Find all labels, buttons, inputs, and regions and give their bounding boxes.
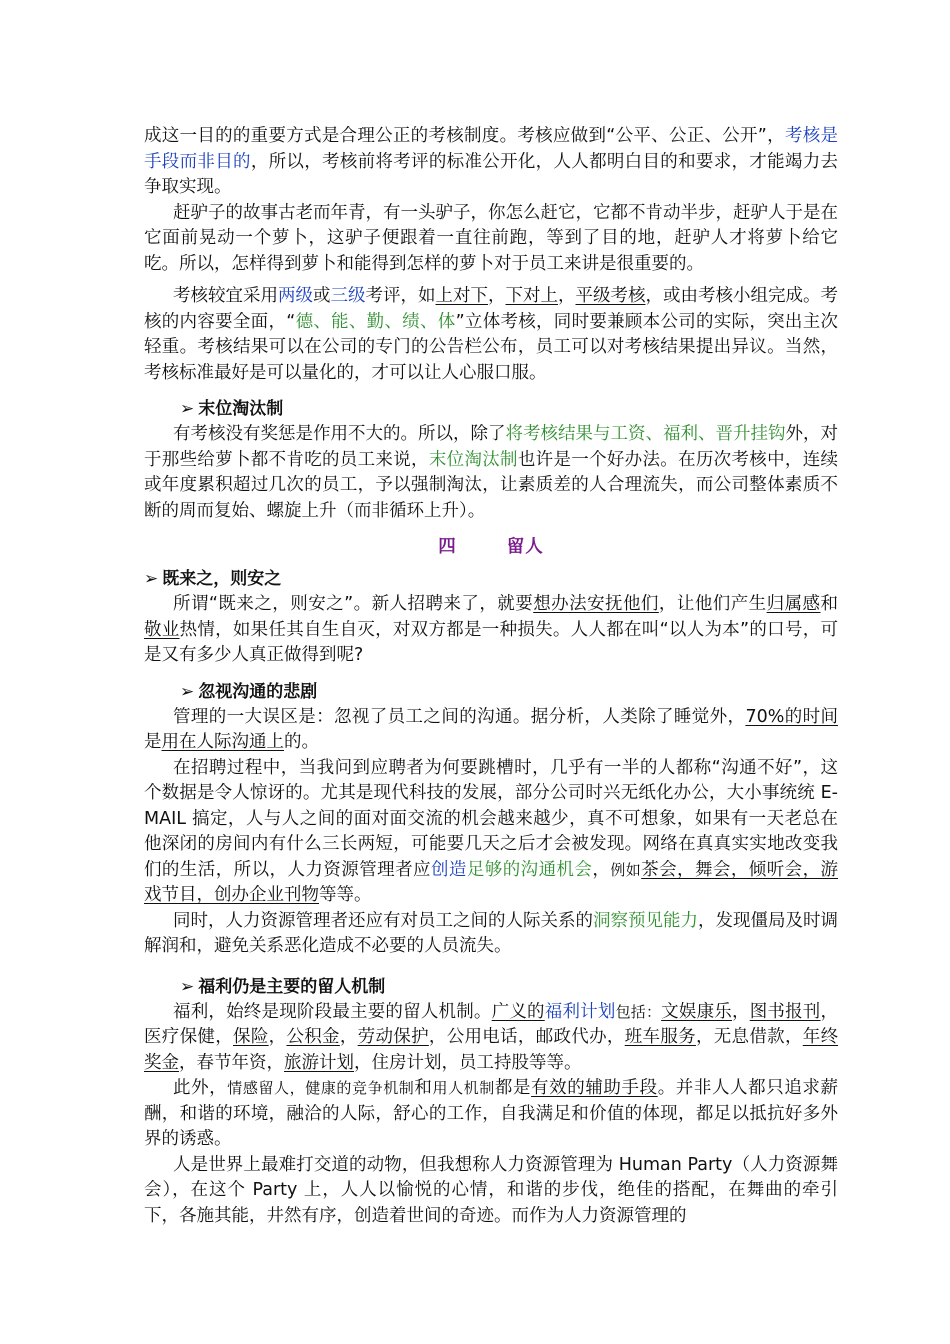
heading-elimination: ➢ 末位淘汰制 bbox=[144, 397, 838, 422]
paragraph-assessment-fairness: 成这一目的的重要方式是合理公正的考核制度。考核应做到“公平、公正、公开”，考核是手段而非目的，所以，考核前将考评的标准公开化，人人都明白目的和要求，才能竭力去争取实现。 bbox=[144, 126, 839, 197]
paragraph-benefits: 福利，始终是现阶段最主要的留人机制。广义的福利计划包括：文娱康乐，图书报刊，医疗保健，保险，公积金，劳动保护，公用电话，邮政代办，班车服务，无息借款，年终奖金，春节年资，旅游计划，住房计划，员工持股等等。 bbox=[144, 1001, 839, 1073]
arrow-bullet-icon: ➢ bbox=[180, 976, 195, 997]
paragraph-relationship-insight: 同时，人力资源管理者还应有对员工之间的人际关系的洞察预见能力，发现僵局及时调解润和，避免关系恶化造成不必要的人员流失。 bbox=[144, 910, 838, 956]
arrow-bullet-icon: ➢ bbox=[144, 569, 159, 589]
heading-communication: ➢ 忽视沟通的悲剧 bbox=[144, 680, 838, 705]
arrow-bullet-icon: ➢ bbox=[180, 399, 195, 419]
section-number: 四 bbox=[438, 537, 457, 557]
section-title bbox=[144, 535, 838, 560]
paragraph-communication-stat: 管理的一大误区是：忽视了员工之间的沟通。据分析，人类除了睡觉外，70%的时间是用在人际沟通上的。 bbox=[144, 706, 838, 752]
section-name: 留人 bbox=[506, 537, 544, 557]
paragraph-emotional-retention: 此外，情感留人，健康的竞争机制和用人机制都是有效的辅助手段。并非人人都只追求薪酬，和谐的环境，融洽的人际，舒心的工作，自我满足和价值的体现，都足以抵抗好多外界的诱惑。 bbox=[144, 1078, 839, 1149]
paragraph-settle-in: 所谓“既来之，则安之”。新人招聘来了，就要想办法安抚他们，让他们产生归属感和敬业热情，如果任其自生自灭，对双方都是一种损失。人人都在叫“以人为本”的口号，可是又有多少人真正做得到呢? bbox=[144, 594, 839, 665]
heading-benefits: ➢ 福利仍是主要的留人机制 bbox=[144, 975, 838, 1000]
paragraph-assessment-levels: 考核较宜采用两级或三级考评，如上对下，下对上，平级考核，或由考核小组完成。考核的内容要全面，“德、能、勤、绩、体”立体考核，同时要兼顾本公司的实际，突出主次轻重。考核结果可以在公司的专门的公告栏公布，员工可以对考核结果提出异议。当然，考核标准最好是可以量化的，才可以让人心服口服。 bbox=[144, 286, 838, 383]
paragraph-donkey-story: 赶驴子的故事古老而年青，有一头驴子，你怎么赶它，它都不肯动半步，赶驴人于是在它面前晃动一个萝卜，这驴子便跟着一直往前跑，等到了目的地，赶驴人才将萝卜给它吃。所以，怎样得到萝卜和能得到怎样的萝卜对于员工来讲是很重要的。 bbox=[144, 202, 838, 274]
heading-settle-in: ➢ 既来之，则安之 bbox=[144, 567, 838, 592]
arrow-bullet-icon: ➢ bbox=[180, 681, 195, 702]
paragraph-human-party: 人是世界上最难打交道的动物，但我想称人力资源管理为 Human Party（人力资源舞会），在这个 Party 上，人人以愉悦的心情，和谐的步伐，绝佳的搭配，在舞曲的牵引下，各施其能，井然有序，创造着世间的奇迹。而作为人力资源管理的 bbox=[144, 1154, 838, 1226]
paragraph-communication-recruiting: 在招聘过程中，当我问到应聘者为何要跳槽时，几乎有一半的人都称“沟通不好”，这个数据是令人惊讶的。尤其是现代科技的发展，部分公司时兴无纸化办公，大小事统统 E-MAIL 搞定，人与人之间的面对面交流的机会越来越少，真不可想象，如果有一天老总在他深闭的房间内有什么三长两短，可能要几天之后才会被发现。网络在真真实实地改变我们的生活，所以，人力资源管理者应创造足够的沟通机会，例如茶会，舞会，倾听会，游戏节目，创办企业刊物等等。 bbox=[144, 757, 839, 905]
document-page bbox=[144, 124, 838, 1229]
paragraph-elimination: 有考核没有奖惩是作用不大的。所以，除了将考核结果与工资、福利、晋升挂钩外，对于那些给萝卜都不肯吃的员工来说，末位淘汰制也许是一个好办法。在历次考核中，连续或年度累积超过几次的员工，予以强制淘汰，让素质差的人合理流失，而公司整体素质不断的周而复始、螺旋上升（而非循环上升）。 bbox=[144, 424, 839, 521]
